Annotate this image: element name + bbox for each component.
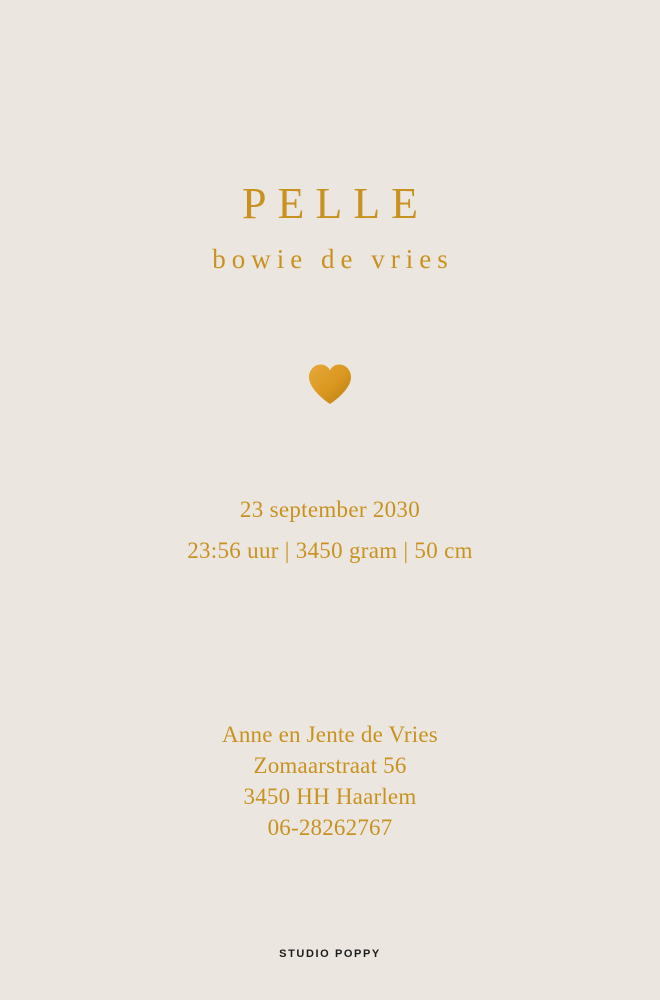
footer xyxy=(0,944,660,962)
heart-icon xyxy=(305,361,355,407)
parent-names: Anne en Jente de Vries xyxy=(222,722,438,747)
address-city: 3450 HH Haarlem xyxy=(243,784,417,809)
address-street: Zomaarstraat 56 xyxy=(253,753,407,778)
page-title: PELLE xyxy=(242,179,429,228)
subtitle-last-name: bowie de vries xyxy=(212,244,454,274)
parents-block xyxy=(222,719,438,843)
birth-details xyxy=(187,489,473,571)
phone-number: 06-28262767 xyxy=(267,815,393,840)
name-block xyxy=(206,179,454,274)
birth-date: 23 september 2030 xyxy=(239,497,421,522)
studio-brand: STUDIO POPPY xyxy=(279,948,381,960)
birth-stats: 23:56 uur | 3450 gram | 50 cm xyxy=(187,538,473,563)
